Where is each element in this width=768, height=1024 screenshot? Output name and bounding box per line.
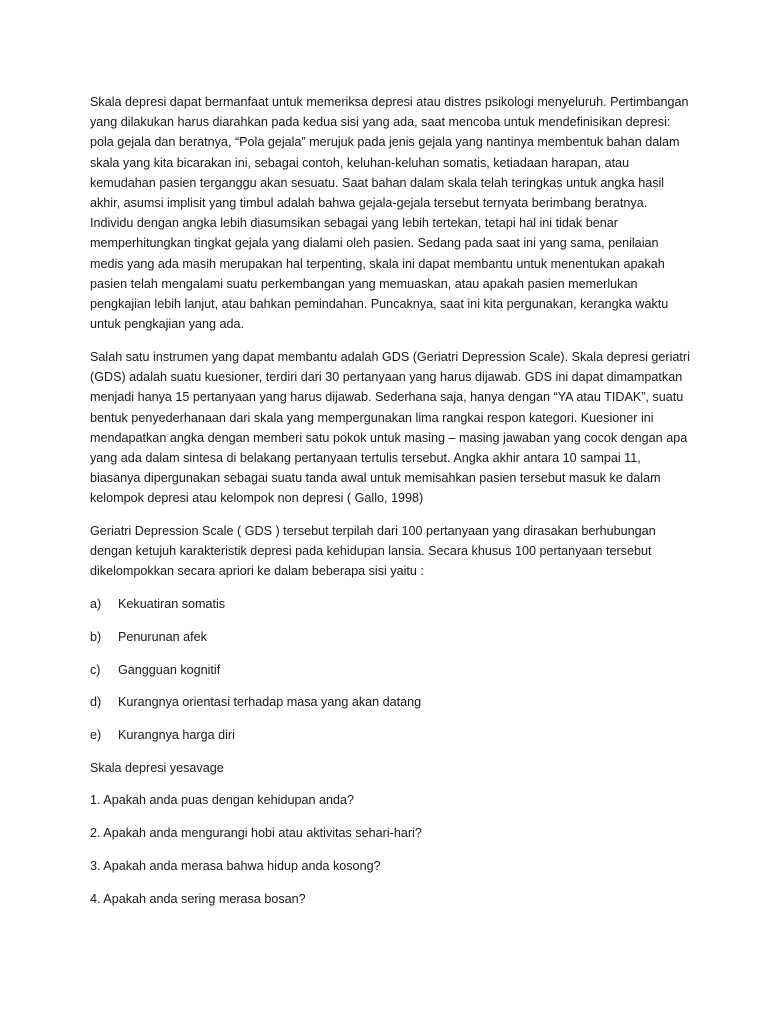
paragraph-gds-origin: Geriatri Depression Scale ( GDS ) tersebut terpilah dari 100 pertanyaan yang dirasakan berhubungan dengan ketujuh karakteristik depresi pada kehidupan lansia. Secara khusus 100 pertanyaan tersebut dikelompokkan secara apriori ke dalam beberapa sisi yaitu : xyxy=(90,524,656,579)
question-item: 4. Apakah anda sering merasa bosan? xyxy=(90,891,306,906)
list-item xyxy=(90,594,690,614)
list-marker: c) xyxy=(90,662,101,677)
section-subheading: Skala depresi yesavage xyxy=(90,760,224,775)
list-item xyxy=(90,660,690,680)
paragraph-gds: Salah satu instrumen yang dapat membantu adalah GDS (Geriatri Depression Scale). Skala depresi geriatri (GDS) adalah suatu kuesioner, terdiri dari 30 pertanyaan yang harus dijawab. GDS ini dapat dimampatkan menjadi hanya 15 pertanyaan yang harus dijawab. Sederhana saja, hanya dengan “YA atau TIDAK”, suatu bentuk penyederhanaan dari skala yang mempergunakan lima rangkai respon kategori. Kuesioner ini mendapatkan angka dengan memberi satu pokok untuk masing – masing jawaban yang cocok dengan apa yang ada dalam sintesa di belakang pertanyaan tertulis tersebut. Angka akhir antara 10 sampai 11, biasanya dipergunakan sebagai suatu tanda awal untuk memisahkan pasien tersebut masuk ke dalam kelompok depresi atau kelompok non depresi ( Gallo, 1998) xyxy=(90,349,690,506)
list-text: Penurunan afek xyxy=(118,629,207,644)
list-text: Kurangnya orientasi terhadap masa yang akan datang xyxy=(118,695,422,710)
list-text: Kekuatiran somatis xyxy=(118,597,226,612)
question-item: 3. Apakah anda merasa bahwa hidup anda kosong? xyxy=(90,858,381,873)
list-marker: b) xyxy=(90,629,102,644)
question-item: 2. Apakah anda mengurangi hobi atau aktivitas sehari-hari? xyxy=(90,826,422,841)
document-body xyxy=(90,92,690,921)
list-marker: e) xyxy=(90,727,102,742)
paragraph-intro: Skala depresi dapat bermanfaat untuk memeriksa depresi atau distres psikologi menyeluruh. Pertimbangan yang dilakukan harus diarahkan pada kedua sisi yang ada, saat mencoba untuk mendefinisikan depresi: pola gejala dan beratnya, “Pola gejala” merujuk pada jenis gejala yang nantinya membentuk bahan dalam skala yang kita bicarakan ini, sebagai contoh, keluhan-keluhan somatis, ketiadaan harapan, atau kemudahan pasien terganggu akan sesuatu. Saat bahan dalam skala telah teringkas untuk angka hasil akhir, asumsi implisit yang timbul adalah bahwa gejala-gejala tersebut ternyata berimbang beratnya. Individu dengan angka lebih diasumsikan sebagai yang lebih tertekan, tetapi hal ini tidak benar memperhitungkan tingkat gejala yang dialami oleh pasien. Sedang pada saat ini yang sama, penilaian medis yang ada masih merupakan hal terpenting, skala ini dapat membantu untuk menentukan apakah pasien telah mengalami suatu perkembangan yang memuaskan, atau apakah pasien memerlukan pengkajian lebih lanjut, atau bahkan pemindahan. Puncaknya, saat ini kita pergunakan, kerangka waktu untuk pengkajian yang ada. xyxy=(90,95,689,332)
list-marker: a) xyxy=(90,597,102,612)
list-marker: d) xyxy=(90,695,102,710)
question-item: 1. Apakah anda puas dengan kehidupan anda? xyxy=(90,793,355,808)
list-item xyxy=(90,627,690,647)
list-item xyxy=(90,725,690,745)
list-text: Kurangnya harga diri xyxy=(118,727,235,742)
list-text: Gangguan kognitif xyxy=(118,662,221,677)
list-item xyxy=(90,692,690,712)
